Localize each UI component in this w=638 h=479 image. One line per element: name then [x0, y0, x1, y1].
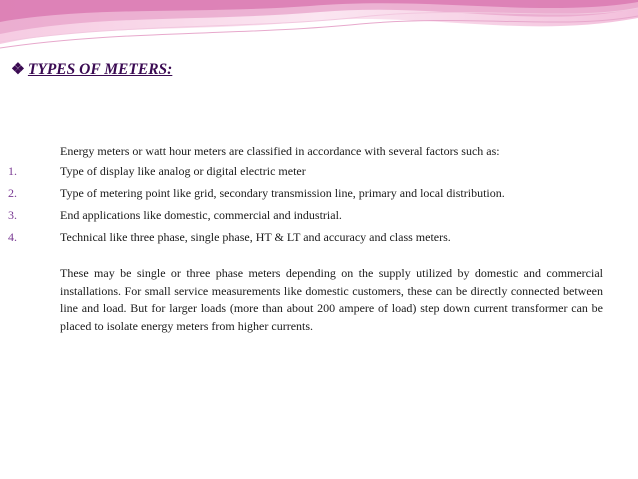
diamond-bullet-icon: ❖	[11, 61, 25, 78]
list-text: End applications like domestic, commercial and industrial.	[60, 208, 342, 222]
list-number: 4.	[8, 230, 17, 244]
list-item	[8, 164, 505, 186]
list-item	[8, 186, 505, 208]
meter-factor-list	[8, 164, 505, 252]
list-text: Type of metering point like grid, secondary transmission line, primary and local distribution.	[60, 186, 505, 200]
header-wave-decoration	[0, 0, 638, 50]
list-item	[8, 208, 505, 230]
list-item	[8, 230, 505, 252]
list-number: 3.	[8, 208, 17, 222]
list-number: 1.	[8, 164, 17, 178]
description-paragraph: These may be single or three phase meters depending on the supply utilized by domestic and commercial installations. For small service measurements like domestic customers, these can be directly connected between line and load. But for larger loads (more than about 200 ampere of load) step down current transformer can be placed to isolate energy meters from higher currents.	[60, 266, 603, 333]
slide-title-text: TYPES OF METERS:	[27, 61, 173, 78]
intro-text: Energy meters or watt hour meters are classified in accordance with several factors such as:	[60, 144, 500, 158]
list-text: Technical like three phase, single phase, HT & LT and accuracy and class meters.	[60, 230, 451, 244]
list-text: Type of display like analog or digital electric meter	[60, 164, 306, 178]
list-number: 2.	[8, 186, 17, 200]
slide-title	[11, 60, 172, 79]
